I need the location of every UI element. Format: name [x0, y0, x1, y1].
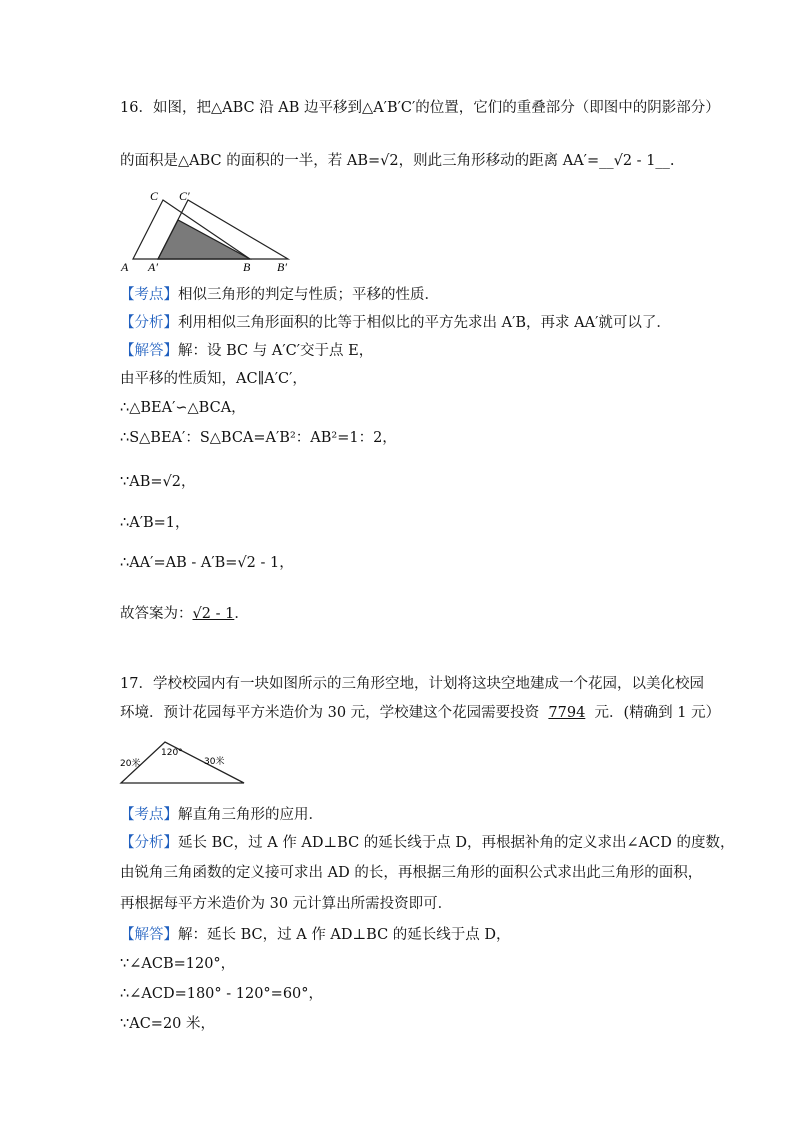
q16-jieda: [120, 341, 373, 361]
q16-line2-root: √2: [380, 153, 399, 169]
q16-figure: [115, 185, 305, 275]
q17-line2: [120, 703, 720, 723]
q17-step: ∵AC=20 米，: [120, 1016, 216, 1032]
q17-fenxi-line2: 由锐角三角函数的定义接可求出 AD 的长，再根据三角形的面积公式求出此三角形的面积，: [120, 865, 703, 881]
q17-label-angle: 120°: [161, 748, 183, 758]
q16-label-b: B: [243, 260, 251, 274]
q17-kaodian: [120, 805, 323, 825]
q16-fenxi-text: 利用相似三角形面积的比等于相似比的平方先求出 A′B，再求 AA′就可以了．: [178, 315, 671, 331]
q16-step: 由平移的性质知，AC∥A′C′，: [120, 371, 307, 387]
q17-jieda: [120, 925, 511, 945]
q17-jieda-text: 解：延长 BC，过 A 作 AD⊥BC 的延长线于点 D，: [178, 927, 511, 943]
q16-step: ∴AA′=AB - A′B=√2 - 1，: [120, 555, 294, 571]
q17-fenxi-tag: 【分析】: [120, 835, 178, 851]
q16-jieda-text: 解：设 BC 与 A′C′交于点 E，: [178, 343, 374, 359]
q17-figure: [118, 737, 250, 789]
q16-fenxi-tag: 【分析】: [120, 315, 178, 331]
q17-fenxi-text: 延长 BC，过 A 作 AD⊥BC 的延长线于点 D，再根据补角的定义求出∠ACD 的度数，: [178, 835, 735, 851]
q16-answer-line: [120, 604, 249, 624]
q17-line2-pre: 环境．预计花园每平方米造价为 30 元，学校建这个花园需要投资: [120, 705, 540, 721]
q17-line2-answer: 7794: [548, 705, 586, 721]
q16-step: ∴A′B=1，: [120, 515, 190, 531]
q16-line2-pre: 的面积是△ABC 的面积的一半，若 AB=: [120, 153, 381, 169]
q16-line2: [120, 151, 675, 171]
q16-step: ∴△BEA′∽△BCA，: [120, 400, 246, 416]
q16-answer: √2 - 1: [192, 606, 235, 622]
q17-jieda-tag: 【解答】: [120, 927, 178, 943]
q16-label-c2: C′: [179, 189, 190, 203]
q17-fenxi: [120, 833, 734, 853]
q17-line2-post: 元．(精确到 1 元）: [594, 705, 721, 721]
q17-line1: 17．学校校园内有一块如图所示的三角形空地，计划将这块空地建成一个花园，以美化校园: [120, 676, 704, 692]
q16-label-a: A: [121, 260, 129, 274]
q16-line2-post: __.: [655, 153, 675, 169]
q16-fenxi: [120, 313, 671, 333]
q16-shaded-overlap: [158, 220, 250, 259]
q17-step: ∴∠ACD=180° - 120°=60°，: [120, 986, 324, 1002]
q16-line2-answer: √2 - 1: [613, 153, 656, 169]
q16-step: ∵AB=√2，: [120, 474, 196, 490]
q17-step: ∵∠ACB=120°，: [120, 956, 236, 972]
q16-kaodian-text: 相似三角形的判定与性质；平移的性质．: [178, 287, 439, 303]
q17-label-left: 20米: [120, 759, 141, 769]
q16-step: ∴S△BEA′：S△BCA=A′B²：AB²=1：2，: [120, 430, 397, 446]
q16-label-b2: B′: [277, 260, 287, 274]
q16-kaodian: [120, 285, 439, 305]
q16-jieda-tag: 【解答】: [120, 343, 178, 359]
q16-line1: 16．如图，把△ABC 沿 AB 边平移到△A′B′C′的位置，它们的重叠部分（即图中的阴影部分）: [120, 100, 720, 116]
q16-label-c: C: [150, 189, 159, 203]
q17-label-right: 30米: [204, 757, 225, 767]
q16-kaodian-tag: 【考点】: [120, 287, 178, 303]
q16-answer-post: ．: [234, 606, 249, 622]
q17-fenxi-line3: 再根据每平方米造价为 30 元计算出所需投资即可．: [120, 896, 453, 912]
q16-answer-pre: 故答案为：: [120, 606, 193, 622]
q17-kaodian-text: 解直角三角形的应用．: [178, 807, 323, 823]
q16-line2-mid: ，则此三角形移动的距离 AA′=__: [398, 153, 614, 169]
q16-label-a2: A′: [148, 260, 158, 274]
q17-kaodian-tag: 【考点】: [120, 807, 178, 823]
